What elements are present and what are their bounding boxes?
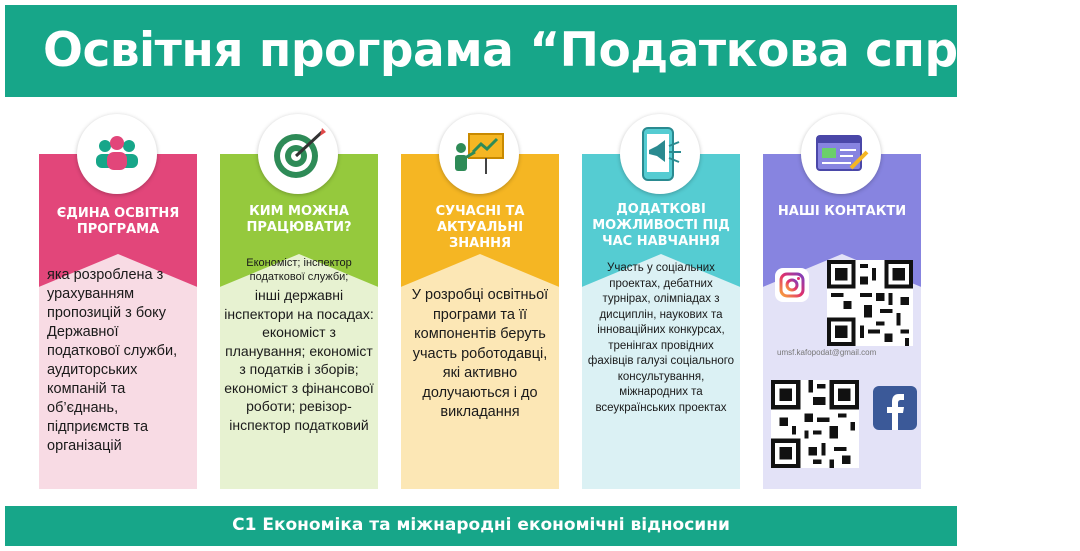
- column-text: інші державні інспектори на посадах: економіст з планування; економіст з податків і зборів; економіст з фінансової роботи; ревізор-інспектор податковий: [224, 287, 374, 433]
- column-text: яка розроблена з урахуванням пропозицій з боку Державної податкової служби, аудиторських компаній та об’єднань, підприємств та організацій: [47, 267, 178, 454]
- column-knowledge: [401, 114, 559, 489]
- target-icon: [258, 114, 338, 194]
- instagram-icon[interactable]: [775, 268, 809, 302]
- presentation-icon: [439, 114, 519, 194]
- footer-banner: [5, 506, 957, 546]
- column-title: ЄДИНА ОСВІТНЯ ПРОГРАМА: [56, 206, 180, 237]
- column-careers: [220, 114, 378, 489]
- facebook-icon[interactable]: [873, 386, 917, 430]
- phone-megaphone-icon: [620, 114, 700, 194]
- column-text: Участь у соціальних проектах, дебатних турнірах, олімпіадах з дисциплін, наукових та інноваційних конкурсах, тренінгах провідних фахівців галузі соціального консультування, міжнародних та всеукраїнських проектах: [587, 262, 735, 414]
- qr-code-instagram[interactable]: [827, 260, 913, 346]
- column-title: ДОДАТКОВІ МОЖЛИВОСТІ ПІД ЧАС НАВЧАННЯ: [592, 202, 730, 249]
- column-program: [39, 114, 197, 489]
- people-icon: [77, 114, 157, 194]
- footer-text: С1 Економіка та міжнародні економічні відносини: [232, 515, 730, 535]
- column-text: У розробці освітньої програми та її компонентів беруть участь роботодавці, які активно долучаються і до викладання: [411, 287, 549, 420]
- column-title: НАШІ КОНТАКТИ: [777, 204, 907, 219]
- browser-pencil-icon: [801, 114, 881, 194]
- column-contacts: [763, 114, 921, 489]
- column-text-small: Економіст; інспектор податкової служби;: [246, 257, 352, 283]
- email-address[interactable]: umsf.kafopodat@gmail.com: [777, 348, 877, 357]
- column-opportunities: [582, 114, 740, 489]
- column-title: СУЧАСНІ ТА АКТУАЛЬНІ ЗНАННЯ: [435, 204, 525, 251]
- qr-code-facebook[interactable]: [771, 380, 859, 468]
- column-title: КИМ МОЖНА ПРАЦЮВАТИ?: [246, 204, 352, 235]
- header-banner: [5, 5, 1080, 97]
- page-title: Освітня програма “Податкова справа”: [43, 23, 1080, 78]
